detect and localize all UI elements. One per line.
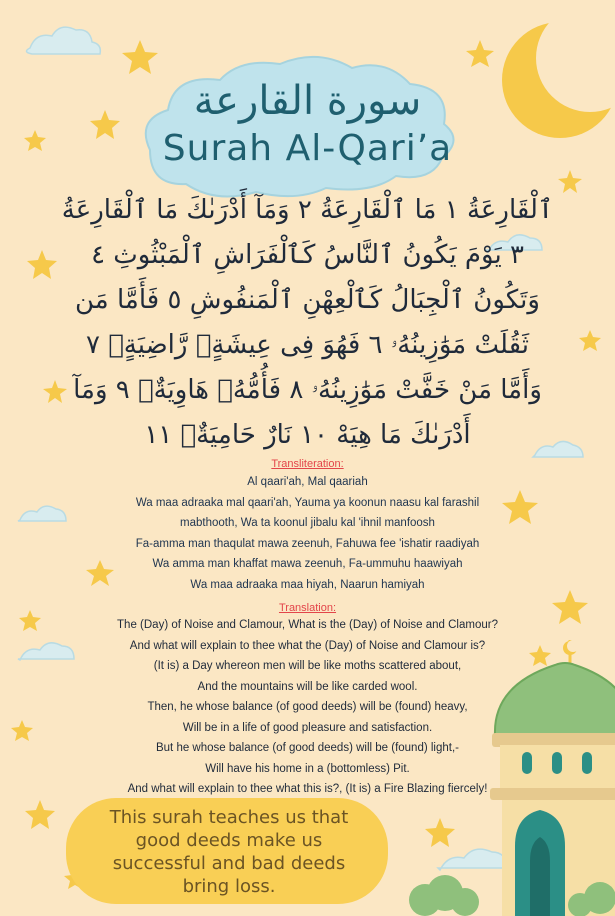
verse-line: وَأَمَّا مَنْ خَفَّتْ مَوَٰزِينُهُۥ ٨ فَأُمُّهُۥ هَاوِيَةٌۭ ٩ وَمَآ <box>73 375 542 405</box>
translation-line: Will have his home in a (bottomless) Pit. <box>205 762 410 775</box>
verse-line: أَدْرَىٰكَ مَا هِيَهْ ١٠ نَارٌ حَامِيَةٌۢ ١١ <box>144 420 471 450</box>
translation-text <box>40 615 575 800</box>
translation-line: And the mountains will be like carded wool. <box>197 680 418 693</box>
title-arabic: سورة القارعة <box>193 78 422 124</box>
title-english: Surah Al-Qari’a <box>162 128 453 169</box>
transliteration-line: mabthooth, Wa ta koonul jibalu kal 'ihnil manfoosh <box>180 517 435 529</box>
transliteration-line: Al qaari'ah, Mal qaariah <box>247 476 368 488</box>
verse-line: ٱلْقَارِعَةُ ١ مَا ٱلْقَارِعَةُ ٢ وَمَآ أَدْرَىٰكَ مَا ٱلْقَارِعَةُ <box>61 195 554 225</box>
transliteration-line: Fa-amma man thaqulat mawa zeenuh, Fahuwa fee 'ishatir raadiyah <box>135 537 480 550</box>
transliteration-line: Wa maa adraaka maa hiyah, Naarun hamiyah <box>190 578 425 591</box>
cloud-icon <box>26 27 100 54</box>
translation-line: And what will explain to thee what the (Day) of Noise and Clamour is? <box>129 639 486 652</box>
translation-line: And what will explain to thee what this is?, (It is) a Fire Blazing fiercely! <box>127 783 488 795</box>
translation-line: Then, he whose balance (of good deeds) will be (found) heavy, <box>147 701 468 713</box>
transliteration-text <box>40 472 575 595</box>
verse-line: ٣ يَوْمَ يَكُونُ ٱلنَّاسُ كَٱلْفَرَاشِ ٱلْمَبْثُوثِ ٤ <box>91 240 524 270</box>
transliteration-label: Transliteration: <box>271 458 344 470</box>
translation-line: But he whose balance (of good deeds) will be (found) light,- <box>155 742 459 754</box>
moral-text <box>70 806 388 898</box>
transliteration-line: Wa amma man khaffat mawa zeenuh, Fa-ummuhu haawiyah <box>152 558 463 570</box>
cloud-icon <box>438 849 508 870</box>
moral-line: good deeds make us <box>135 830 323 851</box>
moral-line: This surah teaches us that <box>109 807 349 828</box>
verse-line: وَتَكُونُ ٱلْجِبَالُ كَٱلْعِهْنِ ٱلْمَنفُوشِ ٥ فَأَمَّا مَن <box>75 285 540 315</box>
translation-line: (It is) a Day whereon men will be like moths scattered about, <box>153 660 462 672</box>
verse-line: ثَقُلَتْ مَوَٰزِينُهُۥ ٦ فَهُوَ فِى عِيشَةٍۢ رَّاضِيَةٍۢ ٧ <box>85 330 530 360</box>
moral-line: bring loss. <box>182 876 276 897</box>
translation-line: The (Day) of Noise and Clamour, What is the (Day) of Noise and Clamour? <box>117 619 498 631</box>
translation-line: Will be in a life of good pleasure and satisfaction. <box>182 721 433 734</box>
arabic-verses <box>30 188 585 458</box>
translation-label: Translation: <box>278 602 337 614</box>
moral-line: successful and bad deeds <box>112 853 346 874</box>
transliteration-line: Wa maa adraaka mal qaari'ah, Yauma ya koonun naasu kal farashil <box>135 496 480 509</box>
